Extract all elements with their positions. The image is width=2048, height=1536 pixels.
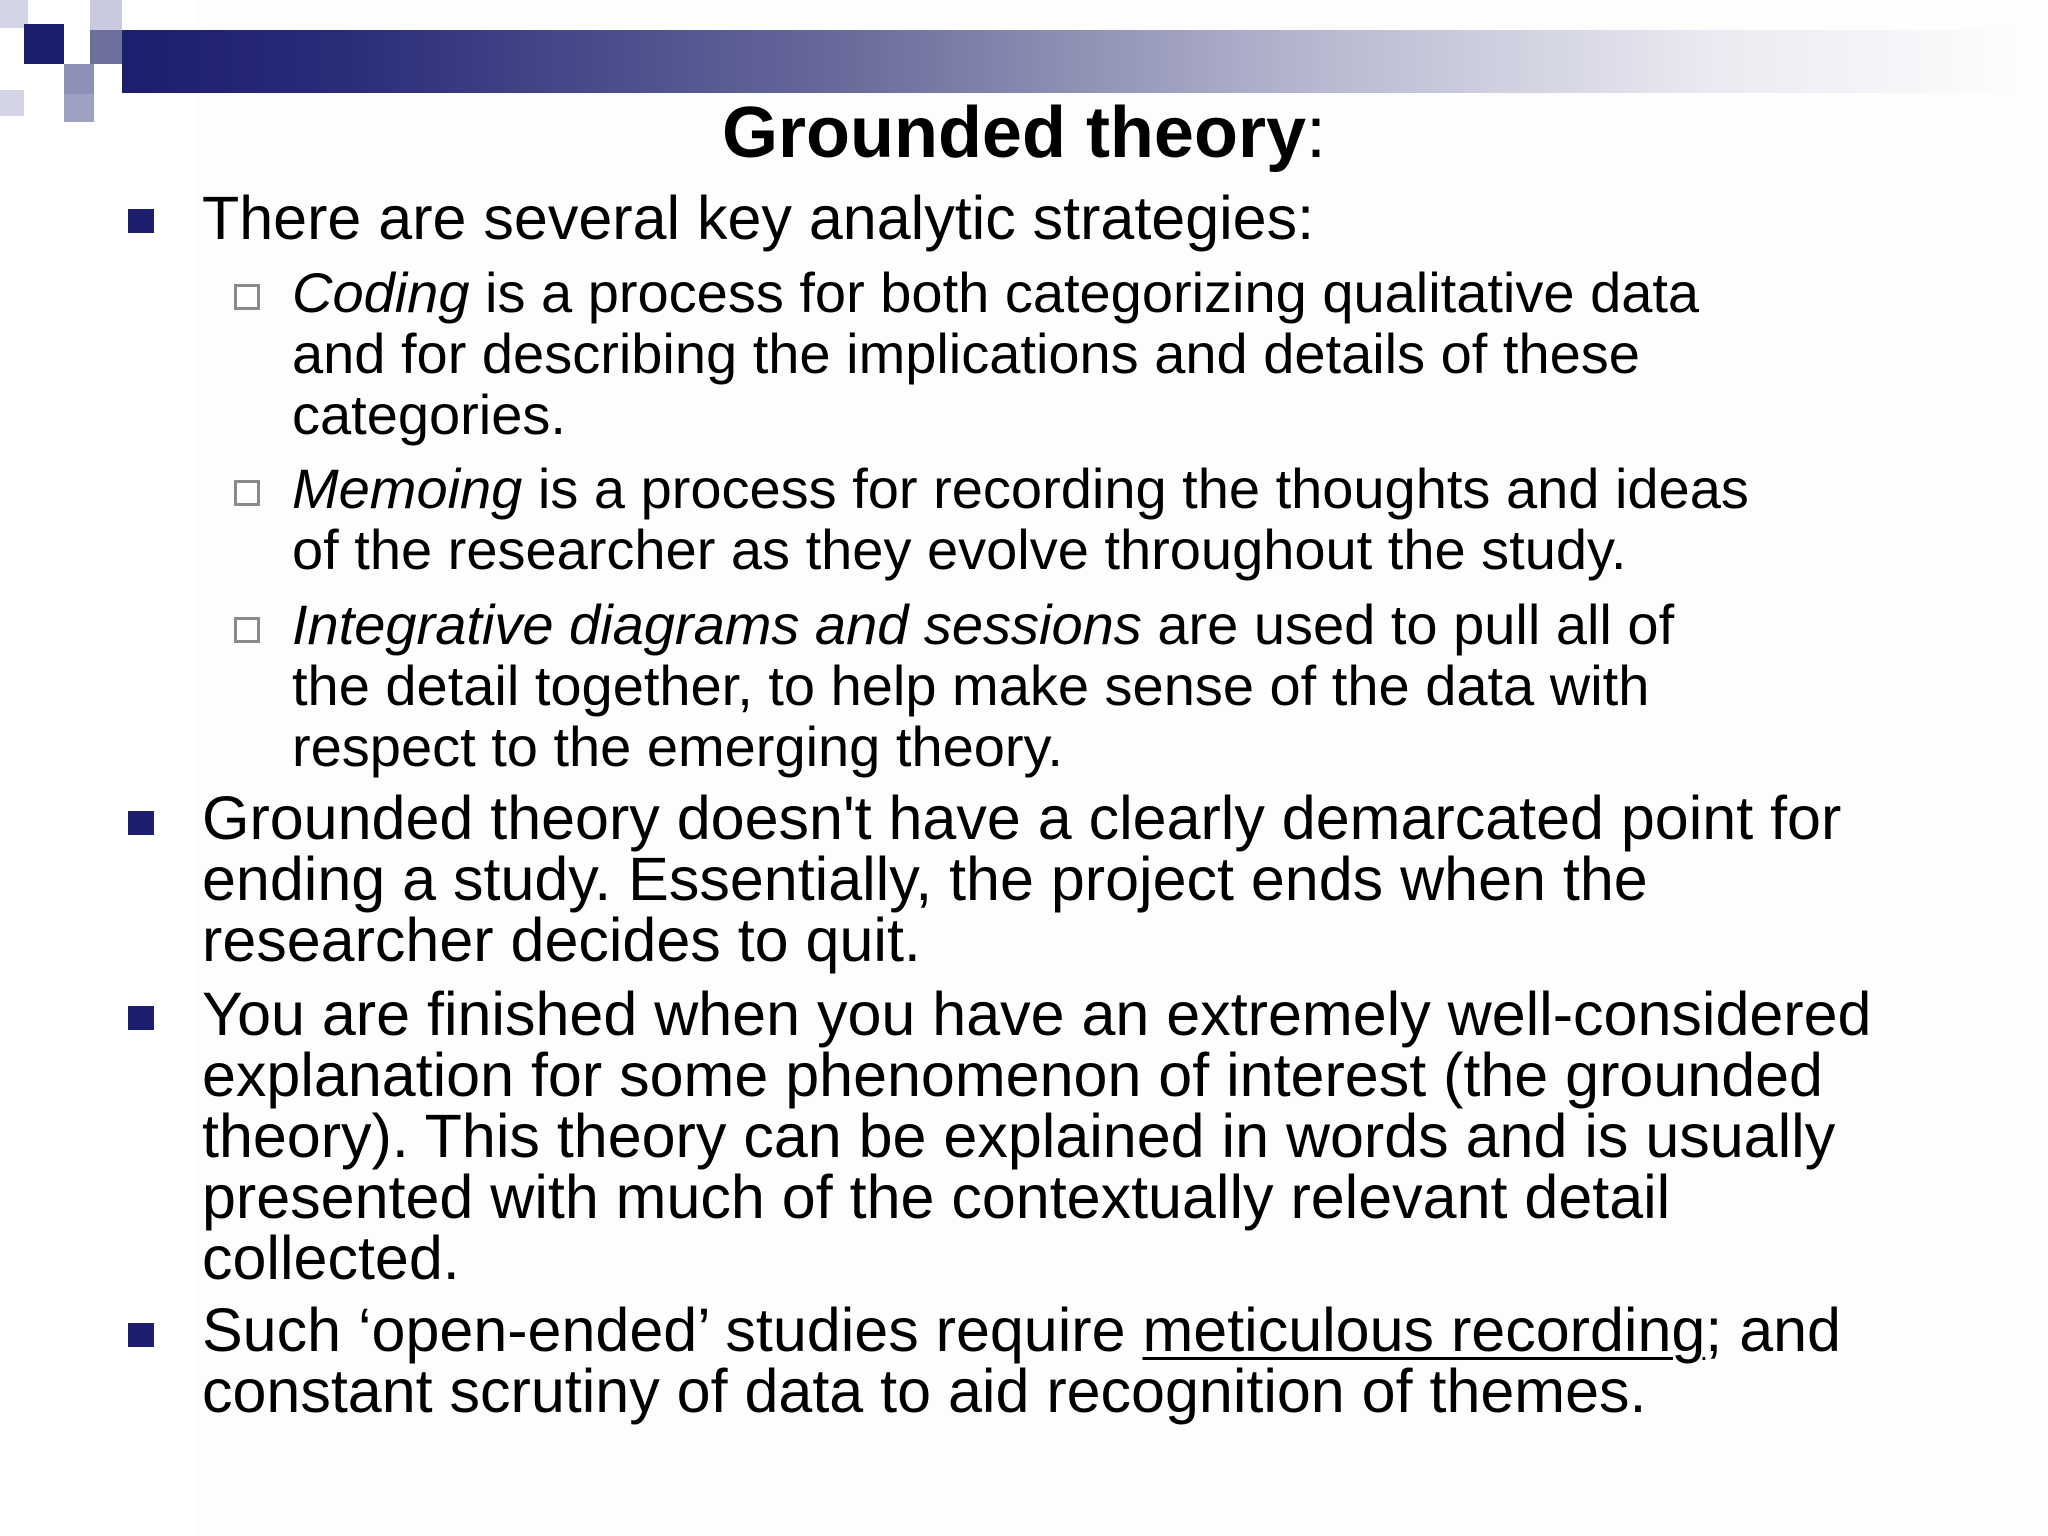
filled-square-bullet-icon [128,1006,154,1030]
bullet-item [202,184,1962,252]
bullet-item [202,1296,1962,1425]
bullet-text-line: collected. [202,1224,460,1292]
bullet-text-line: You are finished when you have an extremely well-considered [202,980,1872,1048]
bullet-text-line: ending a study. Essentially, the project ends when the [202,845,1648,913]
title-colon: : [1306,93,1327,173]
hollow-square-bullet-icon [234,284,260,310]
bullet-text-line: There are several key analytic strategies: [202,184,1315,252]
hollow-square-bullet-icon [234,617,260,643]
sub-bullet-text-line: the detail together, to help make sense of the data with [292,654,1650,717]
italic-term: Coding [292,261,470,324]
decor-square [24,24,64,64]
sub-bullet-text-line: of the researcher as they evolve throughout the study. [292,518,1627,581]
bullet-text-line: theory). This theory can be explained in words and is usually [202,1102,1836,1170]
sub-bullet-text-line: categories. [292,383,566,446]
decor-square [90,0,122,30]
italic-term: Memoing [292,457,523,520]
italic-term: Integrative diagrams and sessions [292,593,1142,656]
sub-bullet-item [292,262,1992,445]
bullet-text: ; and [1705,1296,1841,1364]
bullet-text: Such ‘open-ended’ studies require [202,1296,1143,1364]
header-gradient-bar [122,30,2048,93]
slide-title [0,90,2048,176]
sub-bullet-item [292,594,1992,777]
bullet-item [202,980,1962,1292]
filled-square-bullet-icon [128,811,154,835]
bullet-text-line: presented with much of the contextually relevant detail [202,1163,1671,1231]
sub-bullet-item [292,458,1992,580]
bullet-text-line: Grounded theory doesn't have a clearly demarcated point for [202,784,1842,852]
filled-square-bullet-icon [128,1323,154,1347]
bullet-item [202,784,1962,974]
bullet-text-line: constant scrutiny of data to aid recognition of themes. [202,1357,1647,1425]
bullet-text-line: researcher decides to quit. [202,906,921,974]
hollow-square-bullet-icon [234,480,260,506]
sub-bullet-text-line: respect to the emerging theory. [292,715,1063,778]
underlined-phrase: meticulous recording [1142,1296,1706,1364]
sub-bullet-text-line: and for describing the implications and details of these [292,322,1640,385]
sub-bullet-text: are used to pull all of [1141,593,1675,656]
title-text: Grounded theory [721,93,1306,173]
decor-square [90,30,122,64]
filled-square-bullet-icon [128,209,154,233]
sub-bullet-text: is a process for recording the thoughts and ideas [522,457,1749,520]
bullet-text-line: explanation for some phenomenon of interest (the grounded [202,1041,1823,1109]
sub-bullet-text: is a process for both categorizing qualitative data [469,261,1700,324]
